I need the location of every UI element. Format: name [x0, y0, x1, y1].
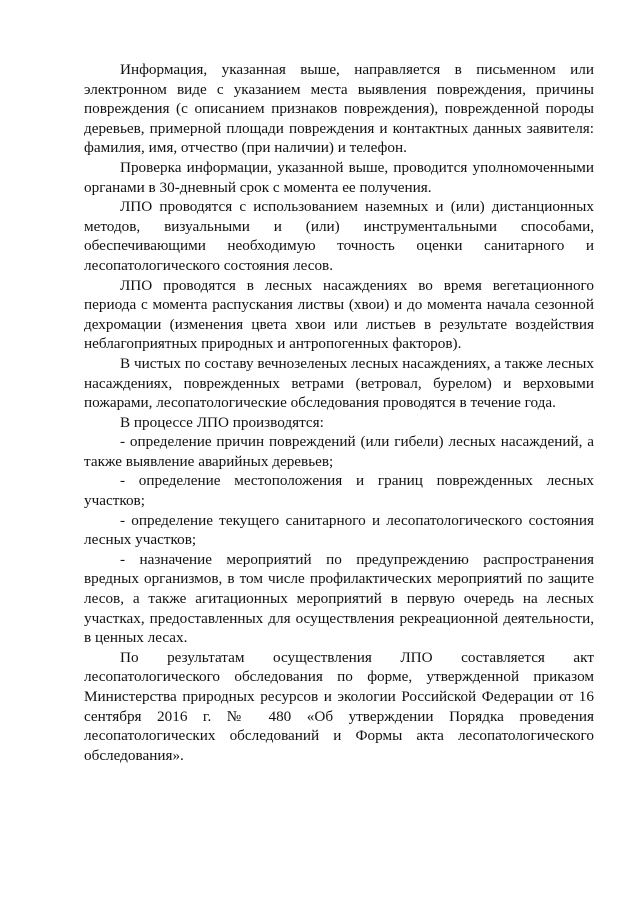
paragraph-inspection-act: По результатам осуществления ЛПО составляется акт лесопатологического обследования по форме, утвержденной приказом Министерства природных ресурсов и экологии Российской Федерации от 16 сентября 2016 г. № 480 «Об утверждении Порядка проведения лесопатологических обследований и Формы акта лесопатологического обследования». [84, 648, 594, 764]
list-item: - определение текущего санитарного и лесопатологического состояния лесных участков; [84, 511, 594, 549]
paragraph-evergreen-stands: В чистых по составу вечнозеленых лесных насаждениях, а также лесных насаждениях, поврежденных ветрами (ветровал, бурелом) и верховыми пожарами, лесопатологические обследования проводятся в течение года. [84, 354, 594, 412]
paragraph-lpo-period: ЛПО проводятся в лесных насаждениях во время вегетационного периода с момента распускания листвы (хвои) и до момента начала сезонной дехромации (изменения цвета хвои или листьев в результате воздействия неблагоприятных природных и антропогенных факторов). [84, 276, 594, 353]
paragraph-lpo-methods: ЛПО проводятся с использованием наземных и (или) дистанционных методов, визуальными и (или) инструментальными способами, обеспечивающими необходимую точность оценки санитарного и лесопатологического состояния лесов. [84, 198, 594, 274]
document-body [84, 60, 594, 765]
paragraph-information-submission: Информация, указанная выше, направляется в письменном или электронном виде с указанием места выявления повреждения, причины повреждения (с описанием признаков повреждения), поврежденной породы деревьев, примерной площади повреждения и контактных данных заявителя: фамилия, имя, отчество (при наличии) и телефон. [84, 61, 594, 157]
paragraph-lpo-activities-intro: В процессе ЛПО производятся: [120, 413, 324, 431]
paragraph-verification-deadline: Проверка информации, указанной выше, проводится уполномоченными органами в 30-дневный срок с момента ее получения. [84, 158, 594, 196]
list-item: - определение причин повреждений (или гибели) лесных насаждений, а также выявление аварийных деревьев; [84, 433, 594, 470]
list-item: - определение местоположения и границ поврежденных лесных участков; [84, 472, 594, 510]
list-item: - назначение мероприятий по предупреждению распространения вредных организмов, в том числе профилактических мероприятий по защите лесов, а также агитационных мероприятий в первую очередь на лесных участках, предоставленных для осуществления рекреационной деятельности, в ценных лесах. [84, 550, 594, 647]
